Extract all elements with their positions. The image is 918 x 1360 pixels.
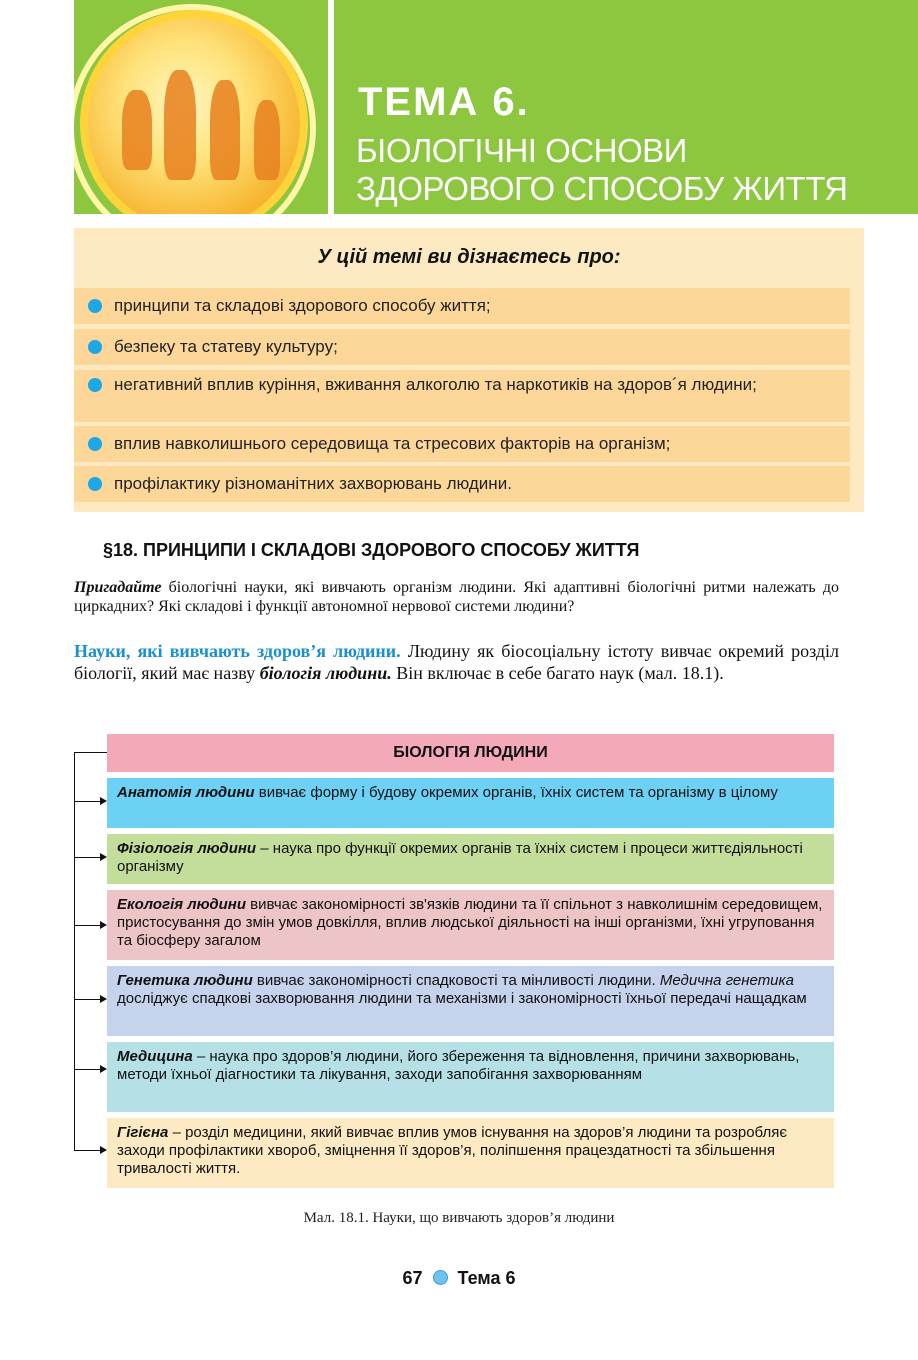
topic-subtitle-line2: ЗДОРОВОГО СПОСОБУ ЖИТТЯ (356, 170, 848, 207)
dot-icon (433, 1270, 448, 1285)
arrow-icon (100, 797, 107, 805)
diagram-arrow (74, 999, 102, 1000)
section-title: §18. ПРИНЦИПИ І СКЛАДОВІ ЗДОРОВОГО СПОСОБУ ЖИТТЯ (103, 540, 640, 560)
diagram-arrow (74, 801, 102, 802)
arrow-icon (100, 1146, 107, 1154)
footer-topic: Тема 6 (457, 1268, 516, 1288)
learn-list-item: негативний вплив куріння, вживання алкоголю та наркотиків на здоров´я людини; (74, 370, 850, 422)
diagram-arrow (74, 925, 102, 926)
person-figure (122, 90, 152, 170)
person-figure (210, 80, 240, 180)
intro-paragraph: Науки, які вивчають здоров’я людини. Людину як біосоціальну істоту вивчає окремий розділ біології, який має назву біологія людини. Він включає в себе багато наук (мал. 18.1). (74, 641, 840, 683)
diagram-row-ecology: Екологія людини вивчає закономірності зв'язків людини та її спільнот з навколишнім середовищем, пристосування до змін умов довкілля, вплив людської діяльності на інші організми, їхні угруповання та біосферу загалом (107, 890, 834, 960)
bullet-icon (88, 477, 102, 491)
page-footer (0, 1268, 918, 1289)
arrow-icon (100, 995, 107, 1003)
person-figure (254, 100, 280, 180)
arrow-icon (100, 921, 107, 929)
page-number: 67 (402, 1268, 423, 1288)
arrow-icon (100, 853, 107, 861)
figure-caption: Мал. 18.1. Науки, що вивчають здоров’я людини (303, 1210, 615, 1226)
diagram-row-hygiene: Гігієна – розділ медицини, який вивчає вплив умов існування на здоров’я людини та розробляє заходи профілактики хвороб, зміцнення її здоров’я, поліпшення працездатності та збільшення тривалості життя. (107, 1118, 834, 1188)
diagram-header: БІОЛОГІЯ ЛЮДИНИ (107, 734, 834, 772)
banner-photo-panel (74, 0, 328, 214)
diagram-row-anatomy: Анатомія людини вивчає форму і будову окремих органів, їхніх систем та організму в цілому (107, 778, 834, 828)
bullet-icon (88, 437, 102, 451)
bullet-icon (88, 378, 102, 392)
diagram-arrow (74, 1069, 102, 1070)
diagram-connector (74, 752, 107, 753)
bullet-icon (88, 299, 102, 313)
diagram-row-physiology: Фізіологія людини – наука про функції окремих органів та їхніх систем і процеси життєдіяльності організму (107, 834, 834, 884)
diagram-row-genetics: Генетика людини вивчає закономірності спадковості та мінливості людини. Медична генетика досліджує спадкові захворювання людини та механізми і закономірності їхньої передачі нащадкам (107, 966, 834, 1036)
bullet-icon (88, 340, 102, 354)
learn-list-item: безпеку та статеву культуру; (74, 329, 850, 365)
person-figure (164, 70, 196, 180)
learn-list-item: профілактику різноманітних захворювань людини. (74, 466, 850, 502)
recall-paragraph: Пригадайте біологічні науки, які вивчають організм людини. Які адаптивні біологічні ритми належать до циркадних? Які складові і функції автономної нервової системи людини? (74, 579, 839, 615)
diagram-connector (74, 752, 75, 1151)
learn-title: У цій темі ви дізнаєтесь про: (317, 246, 621, 268)
learn-list-item: вплив навколишнього середовища та стресових факторів на організм; (74, 426, 850, 462)
arrow-icon (100, 1065, 107, 1073)
diagram-row-medicine: Медицина – наука про здоров’я людини, його збереження та відновлення, причини захворювань, методи їхньої діагностики та лікування, заходи запобігання захворюванням (107, 1042, 834, 1112)
topic-title: ТЕМА 6. (358, 80, 530, 124)
topic-subtitle-line1: БІОЛОГІЧНІ ОСНОВИ (356, 132, 687, 169)
diagram-arrow (74, 857, 102, 858)
learn-list-item: принципи та складові здорового способу життя; (74, 288, 850, 324)
diagram-arrow (74, 1150, 102, 1151)
